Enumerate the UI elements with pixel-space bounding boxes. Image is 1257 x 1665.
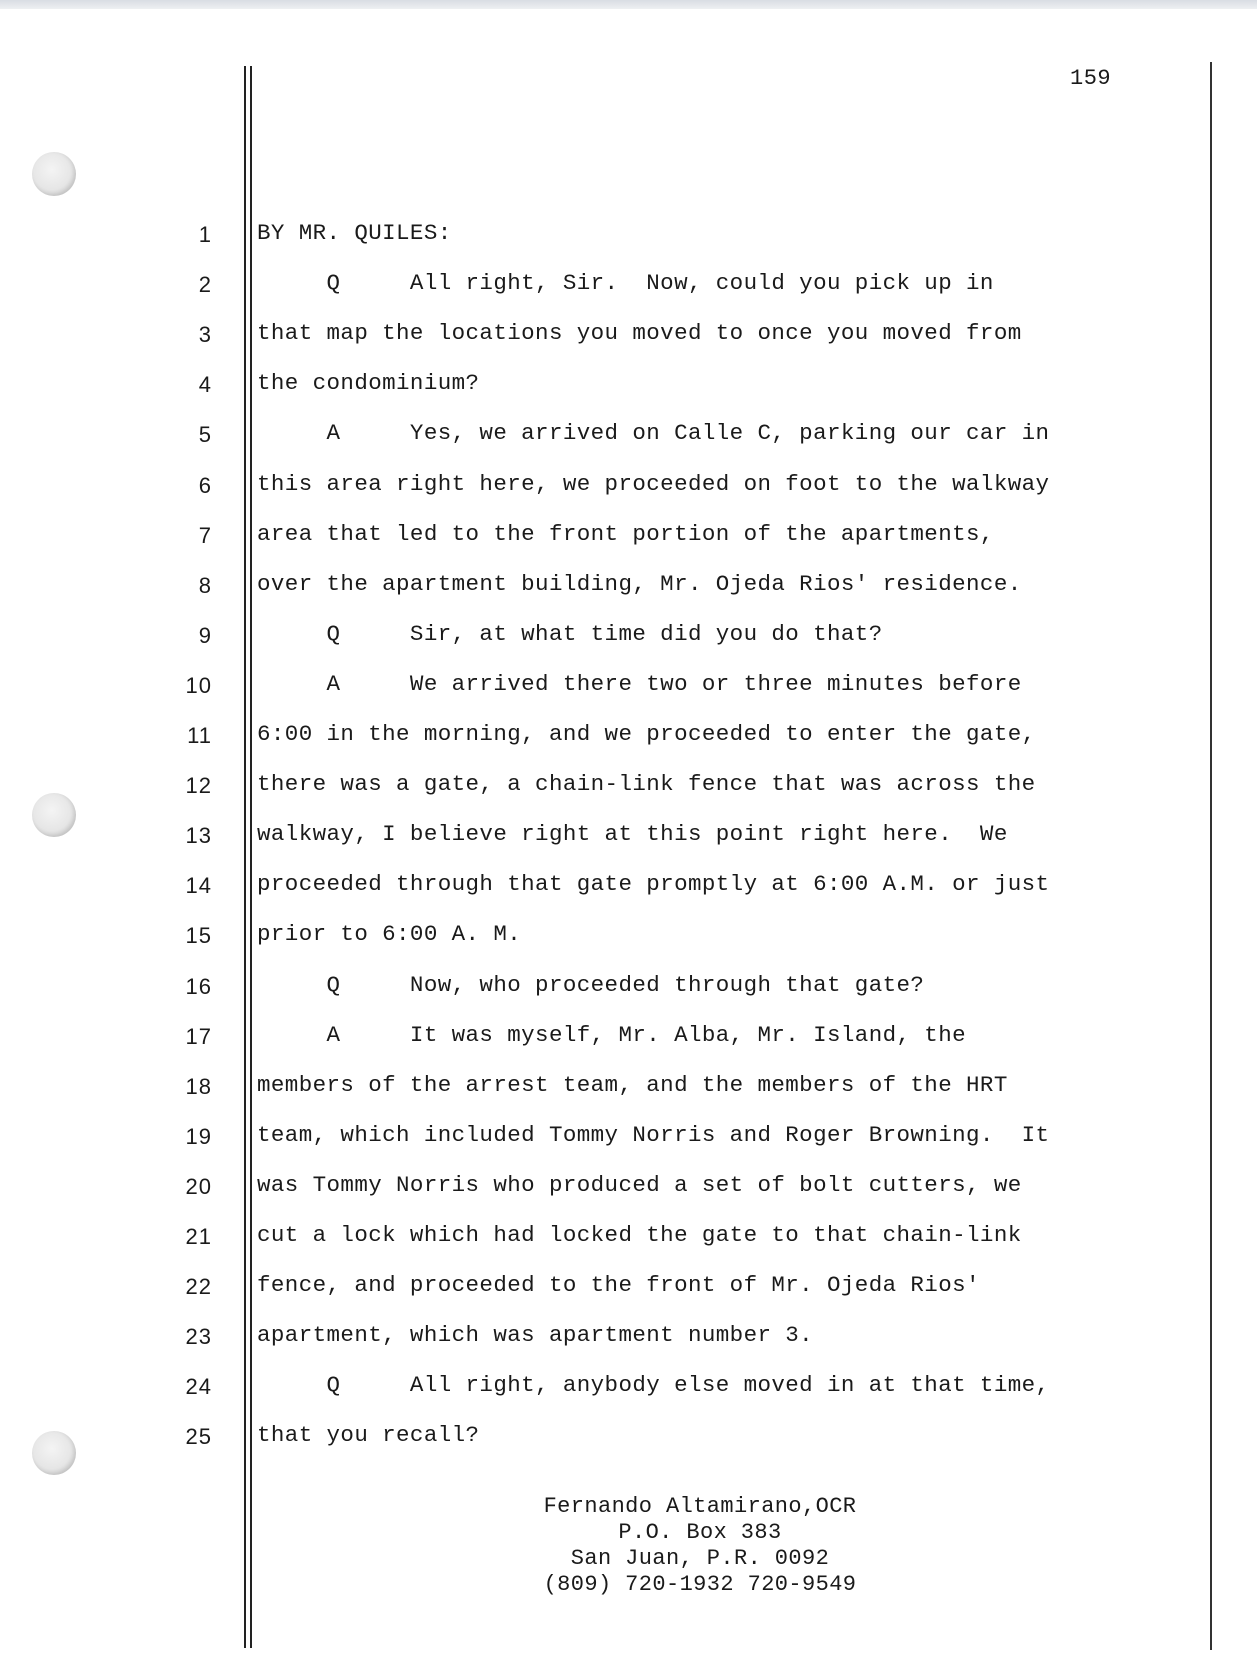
line-number: 16 (185, 974, 212, 999)
transcript-line: Q All right, anybody else moved in at that time, (257, 1372, 1050, 1398)
line-number: 18 (185, 1074, 212, 1099)
line-number: 2 (198, 272, 212, 297)
page-number: 159 (1070, 66, 1112, 91)
line-number: 9 (198, 623, 212, 648)
transcript-line: team, which included Tommy Norris and Roger Browning. It (257, 1122, 1050, 1148)
transcript-line: cut a lock which had locked the gate to that chain-link (257, 1222, 1022, 1248)
line-number: 22 (185, 1274, 212, 1299)
line-number: 6 (198, 473, 212, 498)
transcript-line: over the apartment building, Mr. Ojeda Rios' residence. (257, 571, 1022, 597)
transcript-line: walkway, I believe right at this point right here. We (257, 821, 1008, 847)
punch-hole-top (32, 152, 76, 196)
transcript-line: Q All right, Sir. Now, could you pick up in (257, 270, 994, 296)
line-number: 4 (198, 372, 212, 397)
reporter-city: San Juan, P.R. 0092 (570, 1546, 830, 1571)
line-number: 5 (198, 422, 212, 447)
line-number: 17 (185, 1024, 212, 1049)
line-number: 13 (185, 823, 212, 848)
left-margin-rule-inner (250, 66, 252, 1648)
line-number: 12 (185, 773, 212, 798)
transcript-line: there was a gate, a chain-link fence that was across the (257, 771, 1036, 797)
line-number: 8 (198, 573, 212, 598)
transcript-line: 6:00 in the morning, and we proceeded to enter the gate, (257, 721, 1036, 747)
line-number: 3 (198, 322, 212, 347)
transcript-line: proceeded through that gate promptly at 6:00 A.M. or just (257, 871, 1050, 897)
line-number: 15 (185, 923, 212, 948)
transcript-line: prior to 6:00 A. M. (257, 921, 522, 947)
reporter-footer (500, 1494, 900, 1598)
line-number: 19 (185, 1124, 212, 1149)
reporter-po-box: P.O. Box 383 (618, 1520, 782, 1545)
transcript-line: that you recall? (257, 1422, 480, 1448)
reporter-name: Fernando Altamirano,OCR (543, 1494, 857, 1519)
right-margin-rule (1210, 62, 1212, 1650)
line-number: 25 (185, 1424, 212, 1449)
line-number: 20 (185, 1174, 212, 1199)
transcript-line: fence, and proceeded to the front of Mr. Ojeda Rios' (257, 1272, 980, 1298)
transcript-line: A It was myself, Mr. Alba, Mr. Island, the (257, 1022, 967, 1048)
line-number: 23 (185, 1324, 212, 1349)
line-number: 21 (185, 1224, 212, 1249)
transcript-line: area that led to the front portion of the apartments, (257, 521, 994, 547)
transcript-line: Q Now, who proceeded through that gate? (257, 972, 925, 998)
reporter-phone: (809) 720-1932 720-9549 (543, 1572, 857, 1597)
line-number: 10 (185, 673, 212, 698)
transcript-line: the condominium? (257, 370, 480, 396)
transcript-line: Q Sir, at what time did you do that? (257, 621, 883, 647)
transcript-line: A We arrived there two or three minutes before (257, 671, 1022, 697)
line-number: 11 (187, 723, 212, 748)
line-number: 7 (198, 523, 212, 548)
transcript-line: members of the arrest team, and the members of the HRT (257, 1072, 1008, 1098)
page-top-edge (0, 0, 1257, 9)
transcript-line: BY MR. QUILES: (257, 220, 452, 246)
transcript-line: that map the locations you moved to once you moved from (257, 320, 1022, 346)
transcript-line: was Tommy Norris who produced a set of bolt cutters, we (257, 1172, 1022, 1198)
left-margin-rule-outer (244, 66, 246, 1648)
punch-hole-middle (32, 793, 76, 837)
line-number: 1 (198, 222, 212, 247)
punch-hole-bottom (32, 1431, 76, 1475)
transcript-line: A Yes, we arrived on Calle C, parking our car in (257, 420, 1050, 446)
line-number: 24 (185, 1374, 212, 1399)
transcript-line: this area right here, we proceeded on foot to the walkway (257, 471, 1050, 497)
line-number: 14 (185, 873, 212, 898)
transcript-line: apartment, which was apartment number 3. (257, 1322, 814, 1348)
